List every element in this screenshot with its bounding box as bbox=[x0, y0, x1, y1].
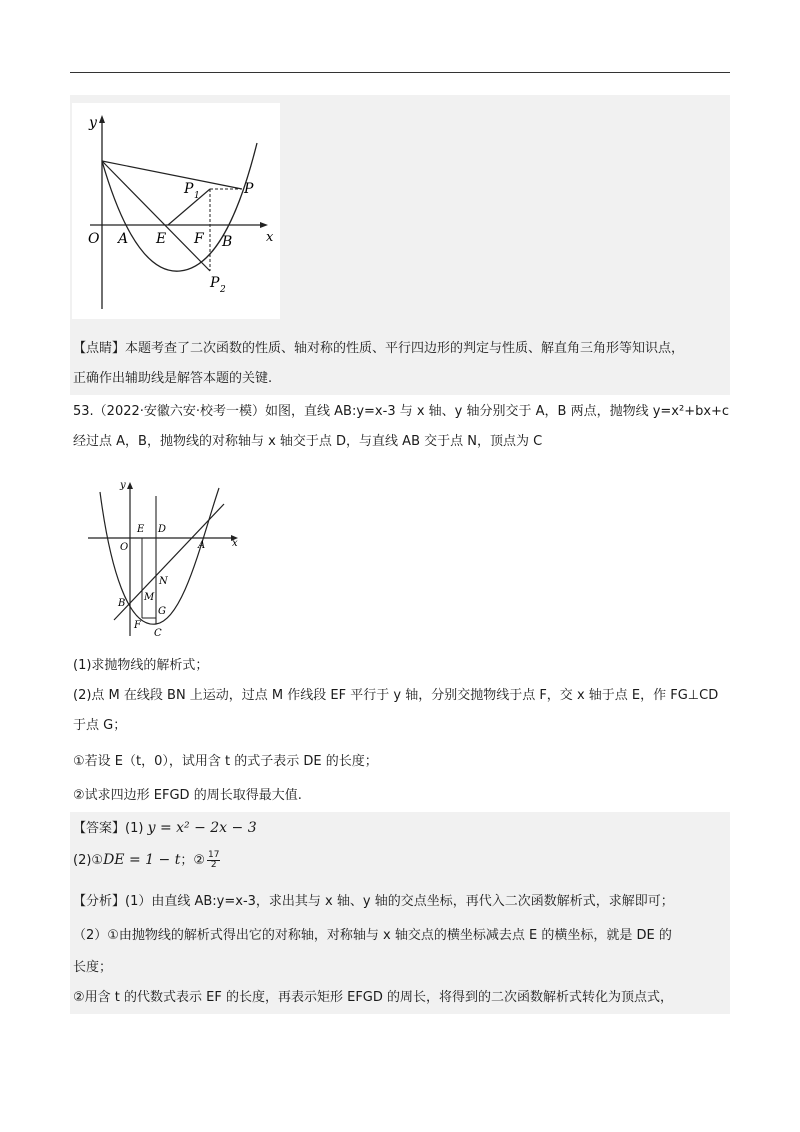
label-n: N bbox=[159, 576, 168, 587]
label-x: x bbox=[266, 230, 274, 245]
label-a: A bbox=[198, 540, 206, 551]
label-m: M bbox=[144, 592, 155, 603]
answer-line-1 bbox=[73, 818, 257, 839]
figure-1 bbox=[72, 103, 280, 319]
figure-1-svg bbox=[72, 103, 280, 319]
line-to-p bbox=[102, 161, 242, 189]
analysis-line-2: （2）①由抛物线的解析式得出它的对称轴，对称轴与 x 轴交点的横坐标减去点 E 的横坐标，就是 DE 的 bbox=[73, 928, 672, 943]
label-b: B bbox=[222, 234, 233, 250]
label-f: F bbox=[194, 231, 204, 247]
analysis-line-1: 【分析】(1）由直线 AB:y=x-3，求出其与 x 轴、y 轴的交点坐标，再代入二次函数解析式，求解即可； bbox=[73, 894, 674, 909]
question-2-line-2: 于点 G； bbox=[73, 718, 127, 733]
label-e: E bbox=[156, 231, 167, 247]
answer-sep: ；② bbox=[180, 853, 205, 868]
label-y: y bbox=[89, 115, 97, 131]
label-f: F bbox=[134, 620, 141, 631]
label-g: G bbox=[158, 606, 166, 617]
problem-line-2: 经过点 A，B，抛物线的对称轴与 x 轴交于点 D，与直线 AB 交于点 N，顶点为 C bbox=[73, 434, 543, 449]
analysis-line-4: ②用含 t 的代数式表示 EF 的长度，再表示矩形 EFGD 的周长，将得到的二次函数解析式转化为顶点式， bbox=[73, 990, 674, 1005]
label-p1-sub: 1 bbox=[194, 191, 200, 201]
answer-block bbox=[70, 812, 730, 1014]
label-d: D bbox=[158, 524, 167, 535]
fraction-numerator: 17 bbox=[207, 850, 220, 860]
label-p2-sub: 2 bbox=[220, 285, 226, 295]
answer-formula-2: DE = 1 − t bbox=[103, 852, 181, 868]
answer-part-1: (1) bbox=[125, 821, 144, 836]
label-y: y bbox=[120, 480, 126, 491]
label-o: O bbox=[88, 231, 100, 247]
label-e: E bbox=[137, 524, 145, 535]
x-arrow bbox=[260, 222, 268, 228]
label-b: B bbox=[118, 598, 126, 609]
figure-2 bbox=[84, 478, 244, 640]
answer-formula-1: y = x² − 2x − 3 bbox=[147, 820, 257, 836]
question-1: (1)求抛物线的解析式； bbox=[73, 658, 209, 673]
answer-line-2 bbox=[73, 850, 220, 871]
answer-fraction bbox=[207, 851, 220, 870]
answer-prefix: 【答案】 bbox=[73, 821, 126, 836]
question-2-sub-2: ②试求四边形 EFGD 的周长取得最大值. bbox=[73, 788, 302, 803]
label-a: A bbox=[118, 231, 129, 247]
label-p: P bbox=[244, 181, 254, 197]
problem-line-1: 53.（2022·安徽六安·校考一模）如图，直线 AB:y=x-3 与 x 轴、y 轴分别交于 A，B 两点，抛物线 y=x²+bx+c bbox=[73, 404, 730, 419]
label-p1: P bbox=[184, 181, 194, 197]
parabola bbox=[102, 143, 257, 271]
comment-line-2: 正确作出辅助线是解答本题的关键. bbox=[73, 371, 273, 386]
header-rule bbox=[70, 72, 730, 73]
question-2-sub-1: ①若设 E（t，0），试用含 t 的式子表示 DE 的长度； bbox=[73, 754, 378, 769]
analysis-line-3: 长度； bbox=[73, 960, 113, 975]
label-x: x bbox=[232, 538, 238, 549]
label-p2: P bbox=[210, 275, 220, 291]
comment-line-1: 【点睛】本题考查了二次函数的性质、轴对称的性质、平行四边形的判定与性质、解直角三角形等知识点， bbox=[73, 341, 685, 356]
figure-2-svg bbox=[84, 478, 244, 640]
line-to-p2 bbox=[102, 161, 210, 271]
label-o: O bbox=[120, 542, 129, 553]
y-arrow bbox=[127, 482, 133, 489]
fraction-denominator: 2 bbox=[210, 860, 217, 870]
y-arrow bbox=[99, 115, 105, 123]
label-c: C bbox=[154, 628, 162, 639]
question-2-line-1: (2)点 M 在线段 BN 上运动，过点 M 作线段 EF 平行于 y 轴，分别交抛物线于点 F，交 x 轴于点 E，作 FG⊥CD bbox=[73, 688, 719, 703]
answer-part-2: (2)① bbox=[73, 853, 104, 868]
